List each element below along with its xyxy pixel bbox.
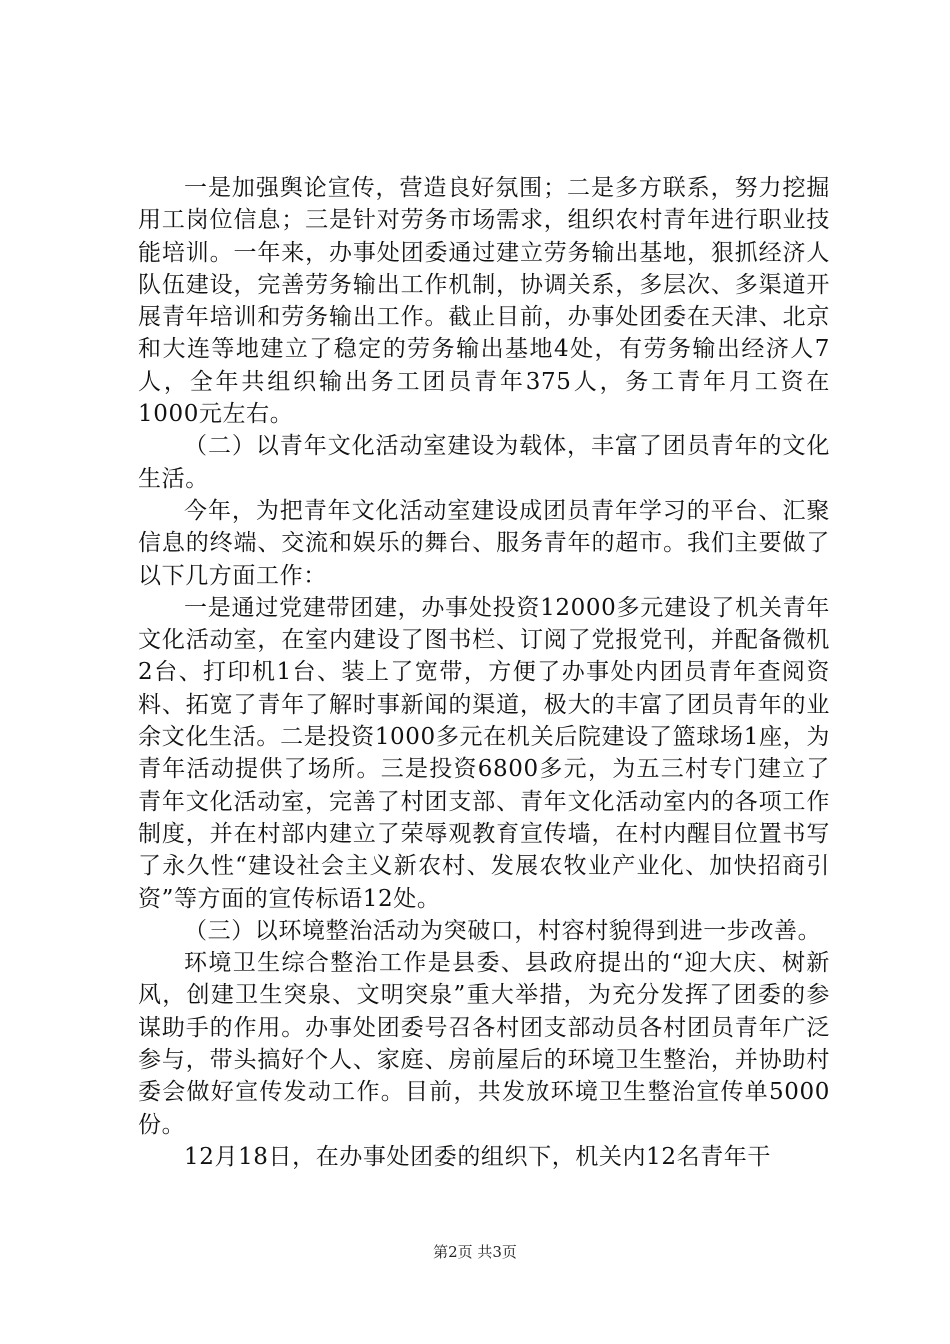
section-heading-culture: （二）以青年文化活动室建设为载体，丰富了团员青年的文化生活。 <box>138 433 830 492</box>
paragraph-culture-details: 一是通过党建带团建，办事处投资12000多元建设了机关青年文化活动室，在室内建设了图书栏、订阅了党报党刊，并配备微机2台、打印机1台、装上了宽带，方便了办事处内团员青年查阅资料、拓宽了青年了解时事新闻的渠道，极大的丰富了团员青年的业余文化生活。二是投资1000多元在机关后院建设了篮球场1座，为青年活动提供了场所。三是投资6800多元，为五三村专门建立了青年文化活动室，完善了村团支部、青年文化活动室内的各项工作制度，并在村部内建立了荣辱观教育宣传墙，在村内醒目位置书写了永久性“建设社会主义新农村、发展农牧业产业化、加快招商引资”等方面的宣传标语12处。 <box>138 594 830 912</box>
document-body <box>138 172 830 1173</box>
page-footer <box>0 1242 950 1262</box>
page-number-label: 第2页 共3页 <box>433 1243 517 1261</box>
section-heading-environment: （三）以环境整治活动为突破口，村容村貌得到进一步改善。 <box>184 917 822 944</box>
paragraph-environment: 环境卫生综合整治工作是县委、县政府提出的“迎大庆、树新风，创建卫生突泉、文明突泉”重大举措，为充分发挥了团委的参谋助手的作用。办事处团委号召各村团支部动员各村团员青年广泛参与，带头搞好个人、家庭、房前屋后的环境卫生整治，并协助村委会做好宣传发动工作。目前，共发放环境卫生整治宣传单5000份。 <box>138 950 830 1138</box>
paragraph-labor-export: 一是加强舆论宣传，营造良好氛围；二是多方联系，努力挖掘用工岗位信息；三是针对劳务市场需求，组织农村青年进行职业技能培训。一年来，办事处团委通过建立劳务输出基地，狠抓经济人队伍建设，完善劳务输出工作机制，协调关系，多层次、多渠道开展青年培训和劳务输出工作。截止目前，办事处团委在天津、北京和大连等地建立了稳定的劳务输出基地4处，有劳务输出经济人7人，全年共组织输出务工团员青年375人，务工青年月工资在1000元左右。 <box>138 175 830 428</box>
paragraph-december: 12月18日，在办事处团委的组织下，机关内12名青年干 <box>184 1143 771 1170</box>
paragraph-culture-intro: 今年，为把青年文化活动室建设成团员青年学习的平台、汇聚信息的终端、交流和娱乐的舞台、服务青年的超市。我们主要做了以下几方面工作： <box>138 497 830 589</box>
